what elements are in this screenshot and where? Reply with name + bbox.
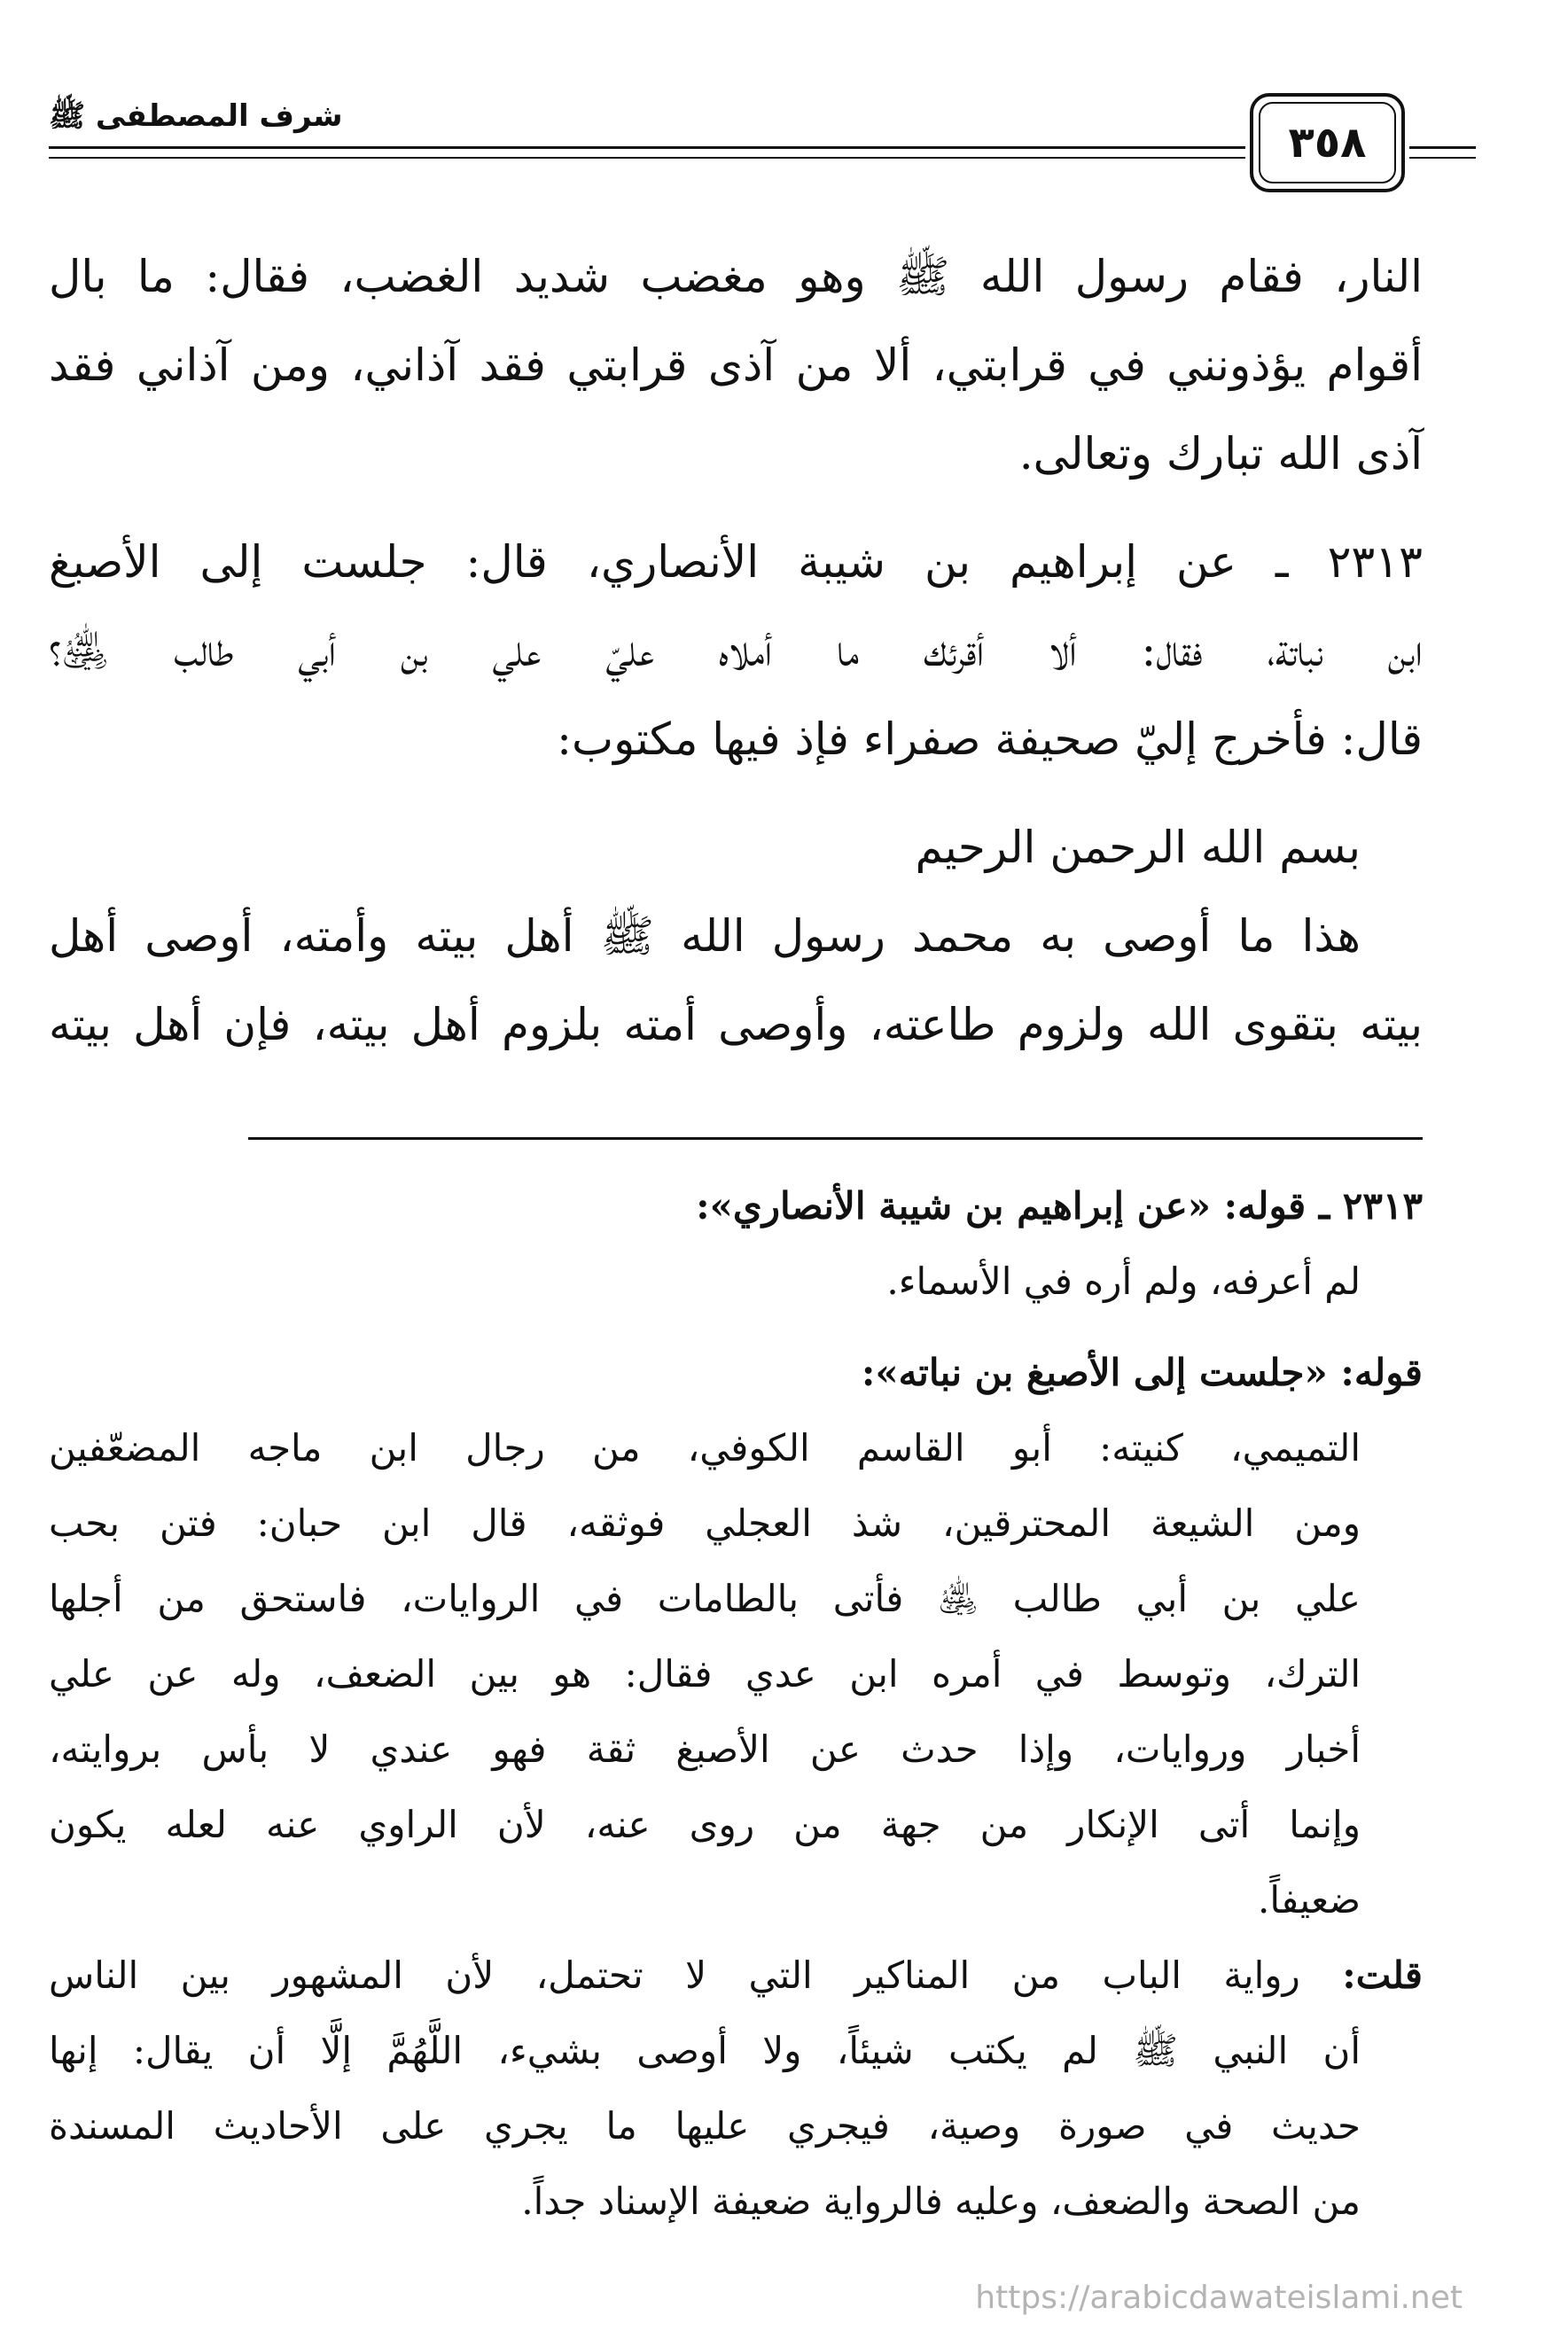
footnote-text: رواية الباب من المناكير التي لا تحتمل، لأن المشهور بين الناس — [49, 1953, 1300, 1997]
header-rule — [49, 157, 1245, 159]
text-line: قال: فأخرج إليّ صحيفة صفراء فإذ فيها مكتوب: — [557, 713, 1423, 765]
text-line: آذى الله تبارك وتعالى. — [1018, 428, 1423, 479]
footnote-heading: ٢٣١٣ ـ قوله: «عن إبراهيم بن شيبة الأنصاري»: — [696, 1184, 1423, 1228]
footnote-line — [49, 1937, 1423, 2013]
note-label: قلت: — [1342, 1953, 1424, 1997]
page-header — [49, 93, 1423, 208]
footnote-line: ضعيفاً. — [1258, 1878, 1361, 1922]
footnote-line: لم أعرفه، ولم أره في الأسماء. — [886, 1259, 1361, 1303]
text-line: بيته بتقوى الله ولزوم طاعته، وأوصى أمته بلزوم أهل بيته، فإن أهل بيته — [49, 999, 1423, 1050]
footnote-line: التميمي، كنيته: أبو القاسم الكوفي، من رجال ابن ماجه المضعّفين — [49, 1426, 1361, 1470]
footnote-line: ومن الشيعة المحترقين، شذ العجلي فوثقه، قال ابن حبان: فتن بحب — [49, 1501, 1361, 1545]
footnote-line: من الصحة والضعف، وعليه فالرواية ضعيفة الإسناد جداً. — [521, 2179, 1361, 2223]
basmala-line: بسم الله الرحمن الرحيم — [915, 822, 1361, 873]
watermark-url: https://arabicdawateislami.net — [975, 2280, 1463, 2316]
header-rule — [49, 146, 1245, 149]
text-line: ابن نباتة، فقال: ألا أقرئك ما أملاه عليّ علي بن أبي طالب ﵁؟ — [49, 625, 1423, 676]
footnote-line: الترك، وتوسط في أمره ابن عدي فقال: هو بين الضعف، وله عن علي — [49, 1652, 1361, 1696]
text-line: هذا ما أوصى به محمد رسول الله ﷺ أهل بيته وأمته، أوصى أهل — [49, 910, 1361, 962]
footnote-line: حديث في صورة وصية، فيجري عليها ما يجري على الأحاديث المسندة — [49, 2104, 1361, 2148]
hadith-line: ٢٣١٣ ـ عن إبراهيم بن شيبة الأنصاري، قال: جلست إلى الأصبغ — [49, 536, 1423, 588]
text-line: أقوام يؤذونني في قرابتي، ألا من آذى قرابتي فقد آذاني، ومن آذاني فقد — [49, 339, 1423, 391]
page-number-frame — [1250, 93, 1405, 192]
footnote-line: أن النبي ﷺ لم يكتب شيئاً، ولا أوصى بشيء، اللَّهُمَّ إلَّا أن يقال: إنها — [49, 2029, 1361, 2072]
footnotes — [49, 1168, 1423, 2239]
header-rule — [1409, 157, 1476, 159]
text-line: النار، فقام رسول الله ﷺ وهو مغضب شديد الغضب، فقال: ما بال — [49, 251, 1423, 302]
main-text — [49, 232, 1423, 1069]
page-number: ٣٥٨ — [1288, 118, 1367, 168]
footnote-line: وإنما أتى الإنكار من جهة من روى عنه، لأن الراوي عنه لعله يكون — [49, 1803, 1361, 1846]
footnote-separator — [248, 1137, 1423, 1140]
running-title: شرف المصطفى ﷺ — [49, 98, 343, 134]
footnote-line: أخبار وروايات، وإذا حدث عن الأصبغ ثقة فهو عندي لا بأس بروايته، — [49, 1727, 1361, 1771]
footnote-heading: قوله: «جلست إلى الأصبغ بن نباته»: — [861, 1351, 1423, 1394]
footnote-line: علي بن أبي طالب ﵁ فأتى بالطامات في الروايات، فاستحق من أجلها — [49, 1577, 1361, 1620]
header-rule — [1409, 146, 1476, 149]
